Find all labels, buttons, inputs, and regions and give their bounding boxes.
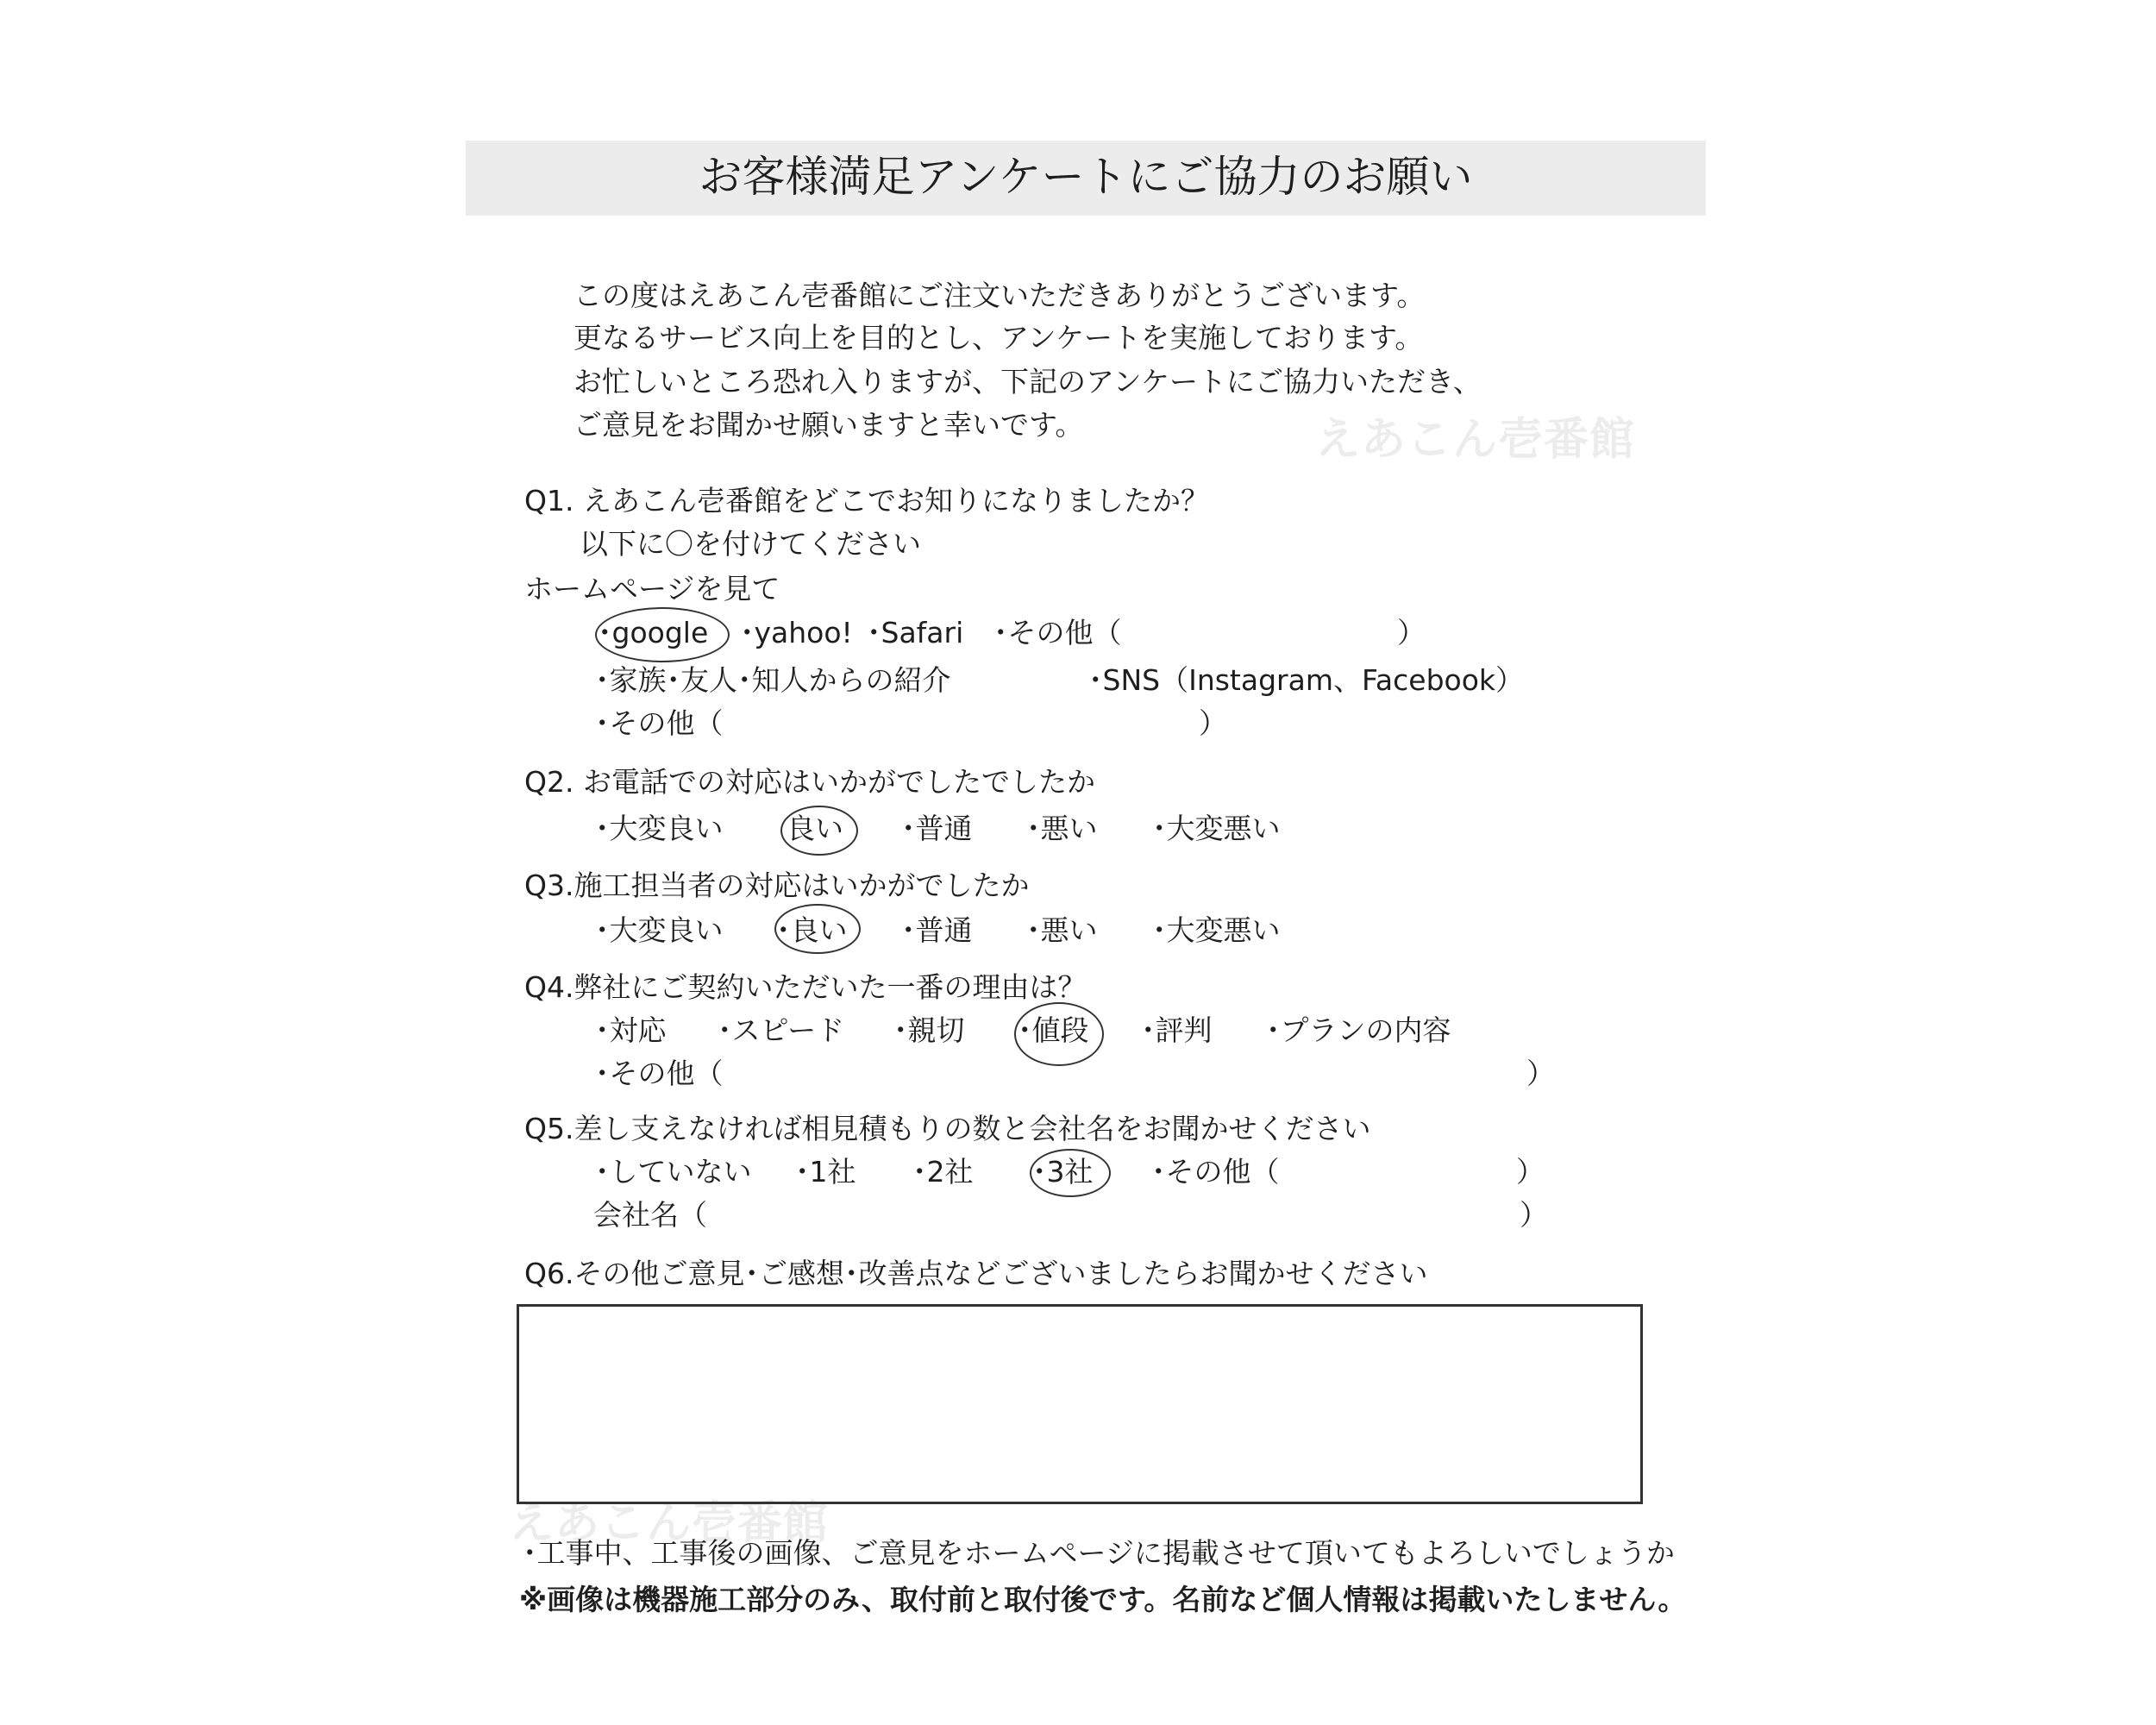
q1-option-google[interactable]: ･google: [598, 616, 709, 649]
q4-question: Q4.弊社にご契約いただいた一番の理由は？: [524, 970, 1087, 1004]
q1-option-sns[interactable]: ･SNS（Instagram、Facebook）: [1088, 663, 1525, 697]
intro-line-2: 更なるサービス向上を目的とし、アンケートを実施しております。: [573, 321, 1424, 354]
q6-comment-box[interactable]: [517, 1304, 1643, 1504]
page-title: お客様満足アンケートにご協力のお願い: [699, 152, 1473, 202]
q5-close-paren-1: ）: [1516, 1155, 1545, 1189]
q4-option-reputation[interactable]: ･評判: [1141, 1013, 1213, 1047]
q4-option-service[interactable]: ･対応: [595, 1013, 667, 1047]
watermark-bottom: えあこん壱番館: [509, 1497, 830, 1549]
intro-line-3: お忙しいところ恐れ入りますが、下記のアンケートにご協力いただき、: [573, 365, 1482, 398]
q5-option-other[interactable]: ･その他（: [1151, 1155, 1280, 1189]
q5-close-paren-2: ）: [1520, 1198, 1548, 1232]
q4-option-plan[interactable]: ･プランの内容: [1266, 1013, 1451, 1047]
q5-company-name-label[interactable]: 会社名（: [593, 1198, 707, 1232]
intro-line-4: ご意見をお聞かせ願いますと幸いです。: [573, 408, 1084, 442]
q1-option-referral[interactable]: ･家族･友人･知人からの紹介: [595, 663, 951, 697]
q1-option-other-hp[interactable]: ･その他（: [993, 616, 1122, 649]
q5-option-1-company[interactable]: ･1社: [795, 1155, 856, 1189]
footer-consent-question: ･工事中、工事後の画像、ご意見をホームページに掲載させて頂いてもよろしいでしょうか: [523, 1536, 1675, 1570]
q4-option-speed[interactable]: ･スピード: [718, 1013, 845, 1047]
q5-option-3-companies[interactable]: ･3社: [1032, 1155, 1094, 1189]
q4-option-price[interactable]: ･値段: [1018, 1013, 1089, 1047]
q1-instruction: 以下に〇を付けてください: [580, 527, 921, 561]
q3-option-very-bad[interactable]: ･大変悪い: [1152, 913, 1281, 947]
q2-option-average[interactable]: ･普通: [901, 812, 973, 845]
q2-option-very-good[interactable]: ･大変良い: [595, 812, 724, 845]
intro-line-1: この度はえあこん壱番館にご注文いただきありがとうございます。: [573, 279, 1426, 312]
q2-option-very-bad[interactable]: ･大変悪い: [1152, 812, 1281, 845]
q1-close-paren-2: ）: [1199, 706, 1227, 740]
q3-option-average[interactable]: ･普通: [901, 913, 973, 947]
q1-option-safari[interactable]: ･Safari: [867, 616, 964, 649]
q1-question: Q1. えあこん壱番館をどこでお知りになりましたか？: [524, 484, 1209, 518]
footer-privacy-note: ※画像は機器施工部分のみ、取付前と取付後です。名前など個人情報は掲載いたしません。: [519, 1583, 1687, 1616]
q4-option-kindness[interactable]: ･親切: [893, 1013, 965, 1047]
q1-option-other[interactable]: ･その他（: [595, 706, 724, 740]
q1-homepage-label: ホームページを見て: [524, 572, 780, 605]
q4-option-other[interactable]: ･その他（: [595, 1057, 724, 1090]
q2-question: Q2. お電話での対応はいかがでしたでしたか: [524, 765, 1095, 799]
q6-question: Q6.その他ご意見･ご感想･改善点などございましたらお聞かせください: [524, 1257, 1428, 1290]
q3-option-good[interactable]: ･良い: [776, 913, 848, 947]
q1-close-paren-1: ）: [1397, 616, 1426, 649]
q1-option-yahoo[interactable]: ･yahoo!: [740, 616, 853, 649]
q2-option-bad[interactable]: ･悪い: [1026, 812, 1098, 845]
q2-option-good[interactable]: 良い: [787, 812, 843, 845]
q3-option-bad[interactable]: ･悪い: [1026, 913, 1098, 947]
q3-option-very-good[interactable]: ･大変良い: [595, 913, 724, 947]
watermark-top: えあこん壱番館: [1315, 414, 1636, 466]
q3-question: Q3.施工担当者の対応はいかがでしたか: [524, 869, 1030, 902]
q5-option-2-companies[interactable]: ･2社: [912, 1155, 974, 1189]
q5-question: Q5.差し支えなければ相見積もりの数と会社名をお聞かせください: [524, 1112, 1371, 1145]
q4-close-paren: ）: [1526, 1057, 1555, 1090]
q5-option-none[interactable]: ･していない: [595, 1155, 752, 1189]
